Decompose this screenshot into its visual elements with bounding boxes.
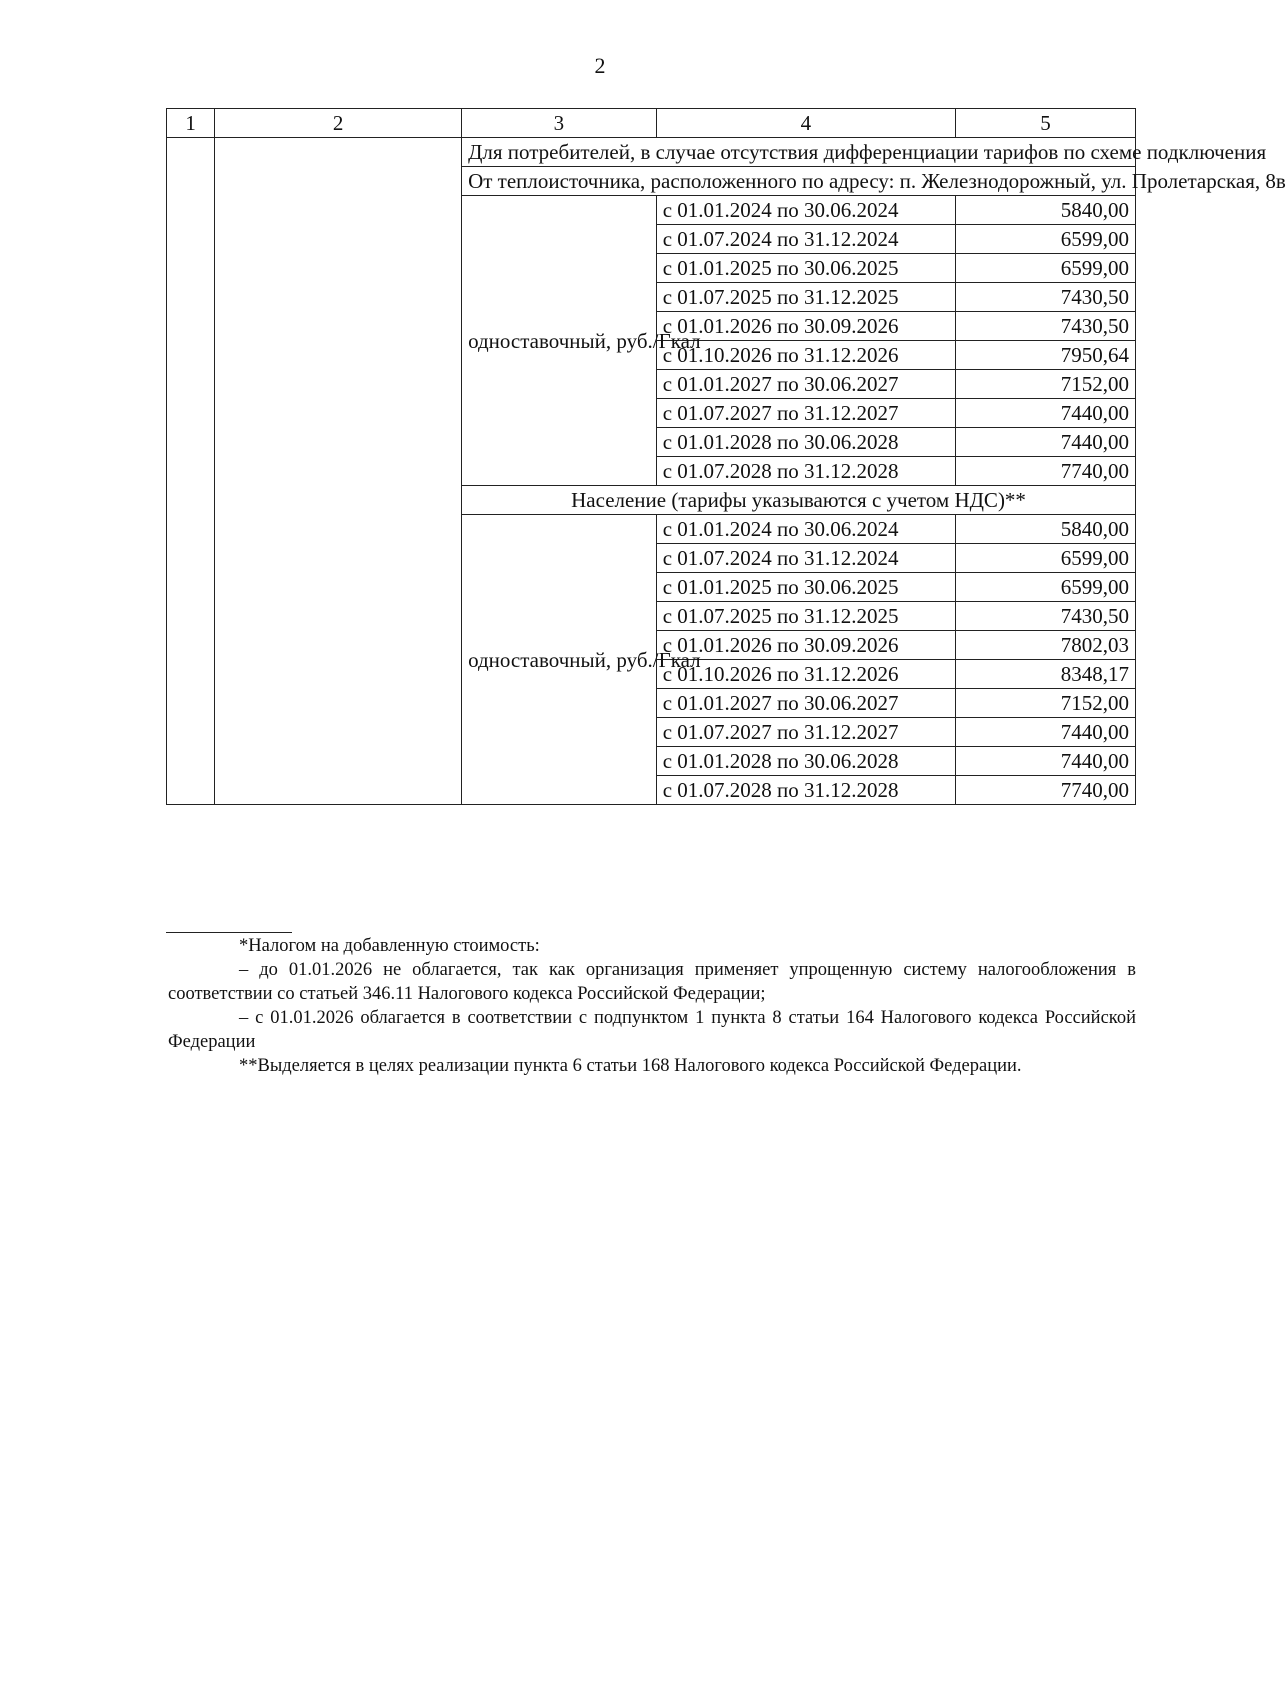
- tariff-value-cell: 6599,00: [955, 225, 1135, 254]
- period-cell: с 01.07.2024 по 31.12.2024: [656, 544, 955, 573]
- section-heading: Для потребителей, в случае отсутствия дифференциации тарифов по схеме подключения: [462, 138, 1136, 167]
- tariff-value-cell: 7440,00: [955, 718, 1135, 747]
- tariff-value-cell: 7802,03: [955, 631, 1135, 660]
- period-cell: с 01.07.2025 по 31.12.2025: [656, 283, 955, 312]
- column-header-1: 1: [167, 109, 215, 138]
- tariff-value-cell: 7430,50: [955, 602, 1135, 631]
- tariff-value-cell: 6599,00: [955, 544, 1135, 573]
- period-cell: с 01.07.2028 по 31.12.2028: [656, 457, 955, 486]
- tariff-value-cell: 7740,00: [955, 457, 1135, 486]
- period-cell: с 01.10.2026 по 31.12.2026: [656, 341, 955, 370]
- column-header-2: 2: [215, 109, 462, 138]
- section-heading-row: [167, 138, 1136, 167]
- period-cell: с 01.01.2025 по 30.06.2025: [656, 254, 955, 283]
- footnote-paragraph: – с 01.01.2026 облагается в соответствии с подпунктом 1 пункта 8 статьи 164 Налогового кодекса Российской Федерации: [168, 1008, 1136, 1052]
- footnote-paragraph: *Налогом на добавленную стоимость:: [239, 936, 540, 956]
- period-cell: с 01.01.2028 по 30.06.2028: [656, 428, 955, 457]
- period-cell: с 01.01.2027 по 30.06.2027: [656, 689, 955, 718]
- rate-type-cell: одноставочный, руб./Гкал: [462, 515, 657, 805]
- section-heading: От теплоисточника, расположенного по адресу: п. Железнодорожный, ул. Пролетарская, 8в: [462, 167, 1136, 196]
- tariff-value-cell: 7430,50: [955, 283, 1135, 312]
- tariff-value-cell: 7440,00: [955, 399, 1135, 428]
- tariff-value-cell: 8348,17: [955, 660, 1135, 689]
- period-cell: с 01.01.2025 по 30.06.2025: [656, 573, 955, 602]
- tariff-value-cell: 6599,00: [955, 573, 1135, 602]
- tariff-value-cell: 7440,00: [955, 428, 1135, 457]
- period-cell: с 01.07.2024 по 31.12.2024: [656, 225, 955, 254]
- period-cell: с 01.10.2026 по 31.12.2026: [656, 660, 955, 689]
- column-1-cell: [167, 138, 215, 805]
- tariff-value-cell: 5840,00: [955, 196, 1135, 225]
- period-cell: с 01.01.2027 по 30.06.2027: [656, 370, 955, 399]
- rate-type-cell: одноставочный, руб./Гкал: [462, 196, 657, 486]
- period-cell: с 01.07.2028 по 31.12.2028: [656, 776, 955, 805]
- period-cell: с 01.01.2026 по 30.09.2026: [656, 631, 955, 660]
- period-cell: с 01.07.2025 по 31.12.2025: [656, 602, 955, 631]
- period-cell: с 01.01.2026 по 30.09.2026: [656, 312, 955, 341]
- tariff-value-cell: 7950,64: [955, 341, 1135, 370]
- tariff-value-cell: 7440,00: [955, 747, 1135, 776]
- period-cell: с 01.01.2024 по 30.06.2024: [656, 196, 955, 225]
- tariff-value-cell: 7152,00: [955, 689, 1135, 718]
- period-cell: с 01.01.2024 по 30.06.2024: [656, 515, 955, 544]
- section-heading: Население (тарифы указываются с учетом НДС)**: [462, 486, 1136, 515]
- tariff-value-cell: 5840,00: [955, 515, 1135, 544]
- footnote-divider: [166, 932, 292, 933]
- column-header-5: 5: [955, 109, 1135, 138]
- tariff-value-cell: 7430,50: [955, 312, 1135, 341]
- column-2-cell: [215, 138, 462, 805]
- column-header-3: 3: [462, 109, 657, 138]
- tariff-table: [166, 108, 1286, 805]
- page-number: 2: [594, 53, 606, 78]
- period-cell: с 01.01.2028 по 30.06.2028: [656, 747, 955, 776]
- tariff-value-cell: 7152,00: [955, 370, 1135, 399]
- tariff-table-body: [167, 109, 1286, 805]
- footnotes: [168, 934, 1136, 1078]
- footnote-paragraph: **Выделяется в целях реализации пункта 6 статьи 168 Налогового кодекса Российской Федерации.: [239, 1056, 1022, 1076]
- column-header-4: 4: [656, 109, 955, 138]
- footnote-paragraph: – до 01.01.2026 не облагается, так как организация применяет упрощенную систему налогообложения в соответствии со статьей 346.11 Налогового кодекса Российской Федерации;: [168, 960, 1136, 1004]
- tariff-value-cell: 6599,00: [955, 254, 1135, 283]
- period-cell: с 01.07.2027 по 31.12.2027: [656, 718, 955, 747]
- tariff-value-cell: 7740,00: [955, 776, 1135, 805]
- column-header-row: [167, 109, 1136, 138]
- period-cell: с 01.07.2027 по 31.12.2027: [656, 399, 955, 428]
